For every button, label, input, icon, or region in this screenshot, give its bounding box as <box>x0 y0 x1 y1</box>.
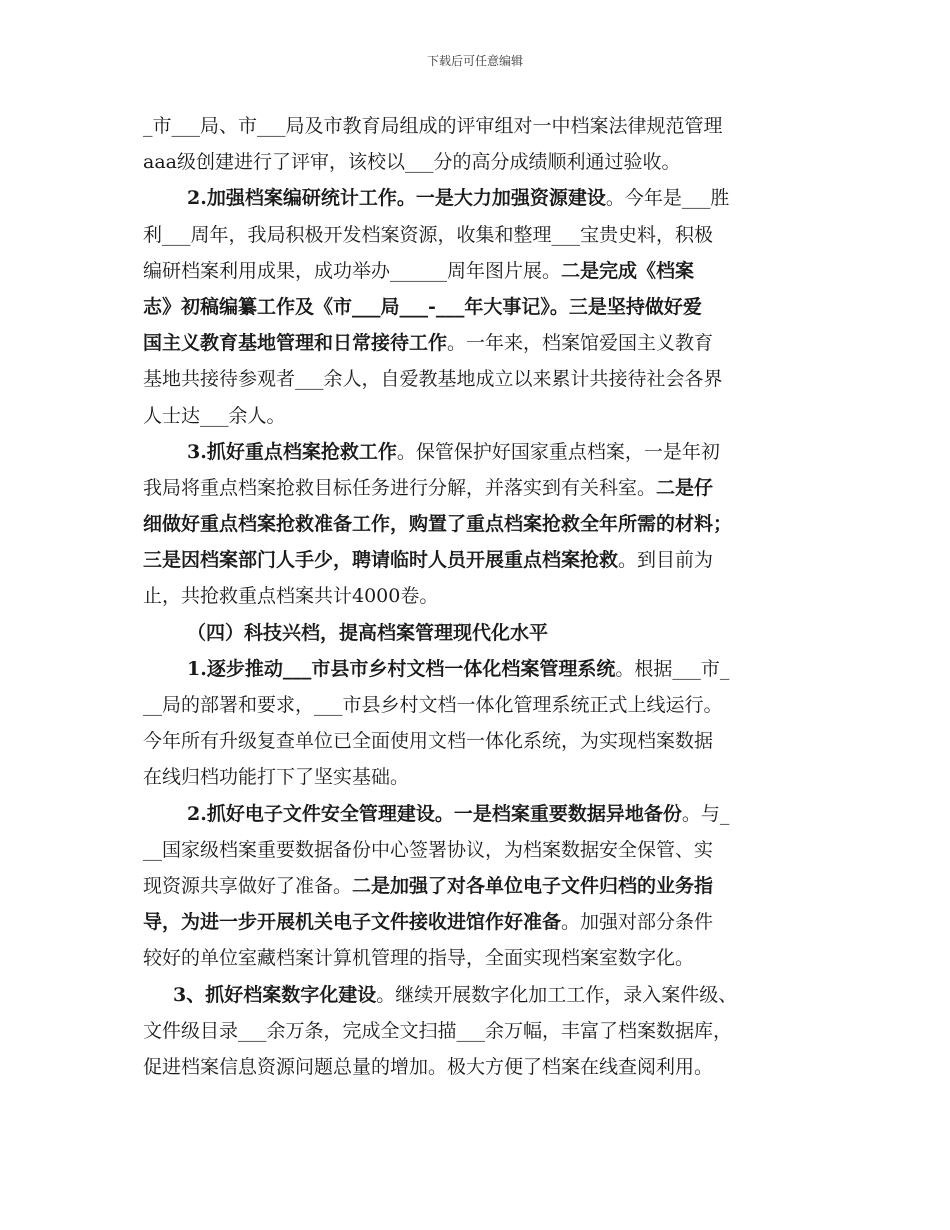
text-line <box>143 723 823 759</box>
page-header: 下载后可任意编辑 <box>426 54 523 68</box>
text-segment: 利___周年，我局积极开发档案资源，收集和整理___宝贵史料，积极 <box>143 223 714 246</box>
text-segment: 。一年来，档案馆爱国主义教育 <box>447 332 714 355</box>
text-line <box>143 398 823 434</box>
text-line <box>143 578 823 614</box>
text-segment: 在线归档功能打下了坚实基础。 <box>143 766 410 789</box>
text-segment: __局的部署和要求，___市县乡村文档一体化管理系统正式上线运行。 <box>143 694 723 716</box>
text-line <box>143 108 823 144</box>
text-line <box>143 506 823 542</box>
text-segment: _市___局、市___局及市教育局组成的评审组对一中档案法律规范管理 <box>143 115 723 137</box>
bold-text-segment: 二是加强了对各单位电子文件归档的业务指 <box>352 874 714 897</box>
text-segment: 基地共接待参观者___余人，自爱教基地成立以来累计共接待社会各界 <box>143 368 723 391</box>
text-line <box>143 470 823 506</box>
bold-text-segment: 细做好重点档案抢救准备工作，购置了重点档案抢救全年所需的材料； <box>143 513 733 536</box>
text-line <box>143 868 823 904</box>
text-segment: aaa级创建进行了评审，该校以___分的高分成绩顺利通过验收。 <box>143 151 681 174</box>
text-line <box>143 832 823 868</box>
bold-text-segment: 3.抓好重点档案抢救工作 <box>187 440 397 463</box>
bold-text-segment: 二是完成《档案 <box>561 259 695 282</box>
text-line <box>143 289 823 325</box>
document-body <box>143 108 823 1085</box>
bold-text-segment: 3、抓好档案数字化建设 <box>173 983 377 1006</box>
text-segment: 止，共抢救重点档案共计4000卷。 <box>143 585 439 608</box>
text-segment: 文件级目录___余万条，完成全文扫描___余万幅，丰富了档案数据库， <box>143 1019 733 1042</box>
bold-text-segment: 志》初稿编纂工作及《市___局___-___年大事记》。三是坚持做好爱 <box>143 295 702 318</box>
text-segment: 。与_ <box>681 802 730 825</box>
bold-text-segment: 2.抓好电子文件安全管理建设。一是档案重要数据异地备份 <box>187 802 682 825</box>
text-segment: 我局将重点档案抢救目标任务进行分解，并落实到有关科室。 <box>143 476 657 499</box>
text-line <box>143 217 823 253</box>
bold-text-segment: 1.逐步推动___市县市乡村文档一体化档案管理系统 <box>187 657 616 680</box>
text-segment: 。加强对部分条件 <box>561 911 714 934</box>
text-line <box>143 180 823 216</box>
text-segment: 。根据___市_ <box>615 657 730 680</box>
bold-text-segment: 国主义教育基地管理和日常接待工作 <box>143 332 448 355</box>
text-segment: 较好的单位室藏档案计算机管理的指导，全面实现档案室数字化。 <box>143 947 695 970</box>
text-line <box>143 687 823 723</box>
text-line <box>143 542 823 578</box>
text-line <box>143 977 823 1013</box>
text-segment: 。到目前为 <box>618 549 714 572</box>
text-segment: 今年所有升级复查单位已全面使用文档一体化系统，为实现档案数据 <box>143 730 714 753</box>
bold-text-segment: 二是仔 <box>656 476 714 499</box>
bold-text-segment: （四）科技兴档，提高档案管理现代化水平 <box>187 621 549 644</box>
text-line <box>143 1013 823 1049</box>
text-line <box>143 434 823 470</box>
text-line <box>143 615 823 651</box>
text-segment: 编研档案利用成果，成功举办______周年图片展。 <box>143 259 562 282</box>
text-segment: 。继续开展数字化加工工作，录入案件级、 <box>376 983 738 1006</box>
bold-text-segment: 导，为进一步开展机关电子文件接收进馆作好准备 <box>143 911 562 934</box>
text-segment: 现资源共享做好了准备。 <box>143 874 353 897</box>
text-segment: 促进档案信息资源问题总量的增加。极大方便了档案在线查阅利用。 <box>143 1055 714 1078</box>
text-line <box>143 361 823 397</box>
text-line <box>143 940 823 976</box>
text-segment: 。今年是___胜 <box>605 187 730 210</box>
text-segment: 。保管保护好国家重点档案，一是年初 <box>396 440 720 463</box>
text-line <box>143 144 823 180</box>
text-line <box>143 904 823 940</box>
bold-text-segment: 2.加强档案编研统计工作。一是大力加强资源建设 <box>187 187 606 210</box>
text-line <box>143 759 823 795</box>
bold-text-segment: 三是因档案部门人手少，聘请临时人员开展重点档案抢救 <box>143 549 619 572</box>
text-segment: __国家级档案重要数据备份中心签署协议，为档案数据安全保管、实 <box>143 838 714 861</box>
text-line <box>143 651 823 687</box>
text-line <box>143 325 823 361</box>
text-segment: 人士达___余人。 <box>143 404 286 427</box>
text-line <box>143 1049 823 1085</box>
text-line <box>143 253 823 289</box>
text-line <box>143 796 823 832</box>
